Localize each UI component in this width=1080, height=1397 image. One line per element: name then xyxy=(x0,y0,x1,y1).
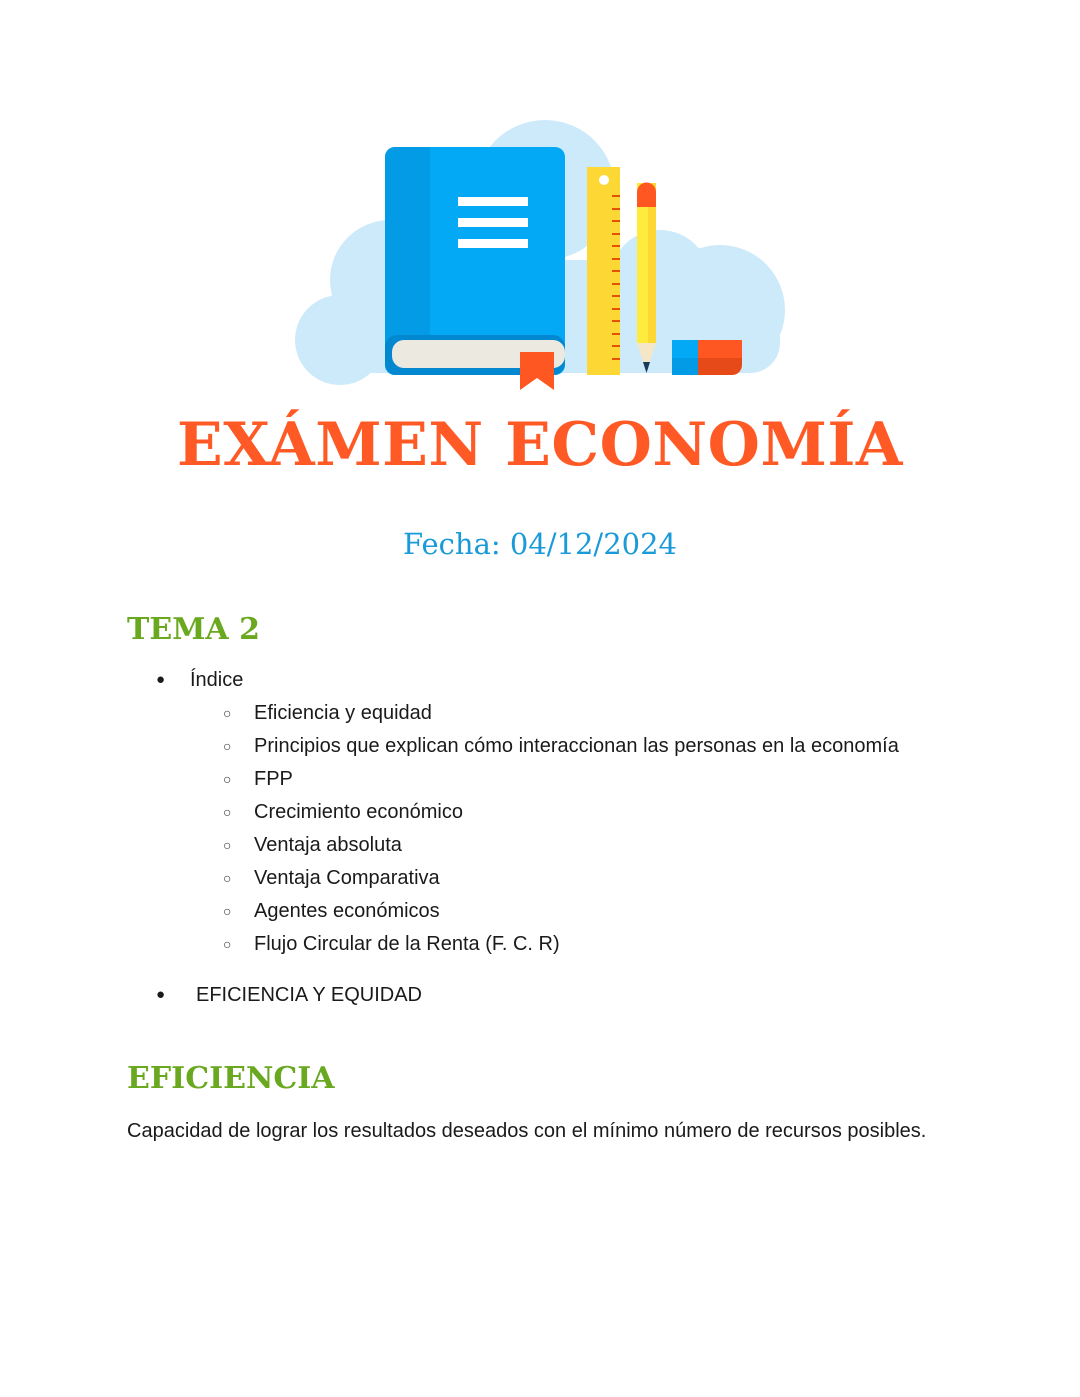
bullet-icon: ● xyxy=(156,986,166,1003)
sub-list-item xyxy=(223,930,560,958)
sub-bullet-icon: ○ xyxy=(223,936,232,952)
document-title: EXÁMEN ECONOMÍA xyxy=(177,410,903,480)
sub-list-item-label: Agentes económicos xyxy=(254,900,440,922)
sub-list-item-label: Flujo Circular de la Renta (F. C. R) xyxy=(254,933,560,955)
exam-date: Fecha: 04/12/2024 xyxy=(402,527,678,561)
section-heading-tema-2: TEMA 2 xyxy=(127,612,260,647)
sub-list-item xyxy=(223,897,440,925)
sub-list-item xyxy=(223,798,463,826)
list-item-label: Índice xyxy=(190,669,244,691)
sub-list-item-label: Ventaja Comparativa xyxy=(254,867,440,889)
list-item-indice xyxy=(156,666,244,694)
list-item-eficiencia-y-equidad xyxy=(156,981,422,1009)
sub-list-item-label: Eficiencia y equidad xyxy=(254,702,432,724)
sub-bullet-icon: ○ xyxy=(223,804,232,820)
sub-list-item-label: Principios que explican cómo interaccionan las personas en la economía xyxy=(254,735,899,757)
sub-list-item-label: Crecimiento económico xyxy=(254,801,463,823)
sub-bullet-icon: ○ xyxy=(223,837,232,853)
sub-list-item-label: FPP xyxy=(254,768,293,790)
sub-bullet-icon: ○ xyxy=(223,705,232,721)
definition-paragraph: Capacidad de lograr los resultados deseados con el mínimo número de recursos posibles. xyxy=(127,1120,927,1142)
sub-bullet-icon: ○ xyxy=(223,771,232,787)
sub-list-item xyxy=(223,765,293,793)
list-item-label: EFICIENCIA Y EQUIDAD xyxy=(196,984,422,1006)
sub-bullet-icon: ○ xyxy=(223,903,232,919)
hero-illustration xyxy=(290,110,790,395)
sub-bullet-icon: ○ xyxy=(223,870,232,886)
sub-list-item-label: Ventaja absoluta xyxy=(254,834,402,856)
sub-list-item xyxy=(223,699,432,727)
section-heading-eficiencia: EFICIENCIA xyxy=(127,1061,335,1096)
sub-list-item xyxy=(223,864,440,892)
sub-list-item xyxy=(223,732,899,760)
sub-bullet-icon: ○ xyxy=(223,738,232,754)
book-illustration-icon xyxy=(290,110,790,395)
bullet-icon: ● xyxy=(156,671,166,688)
sub-list-item xyxy=(223,831,402,859)
